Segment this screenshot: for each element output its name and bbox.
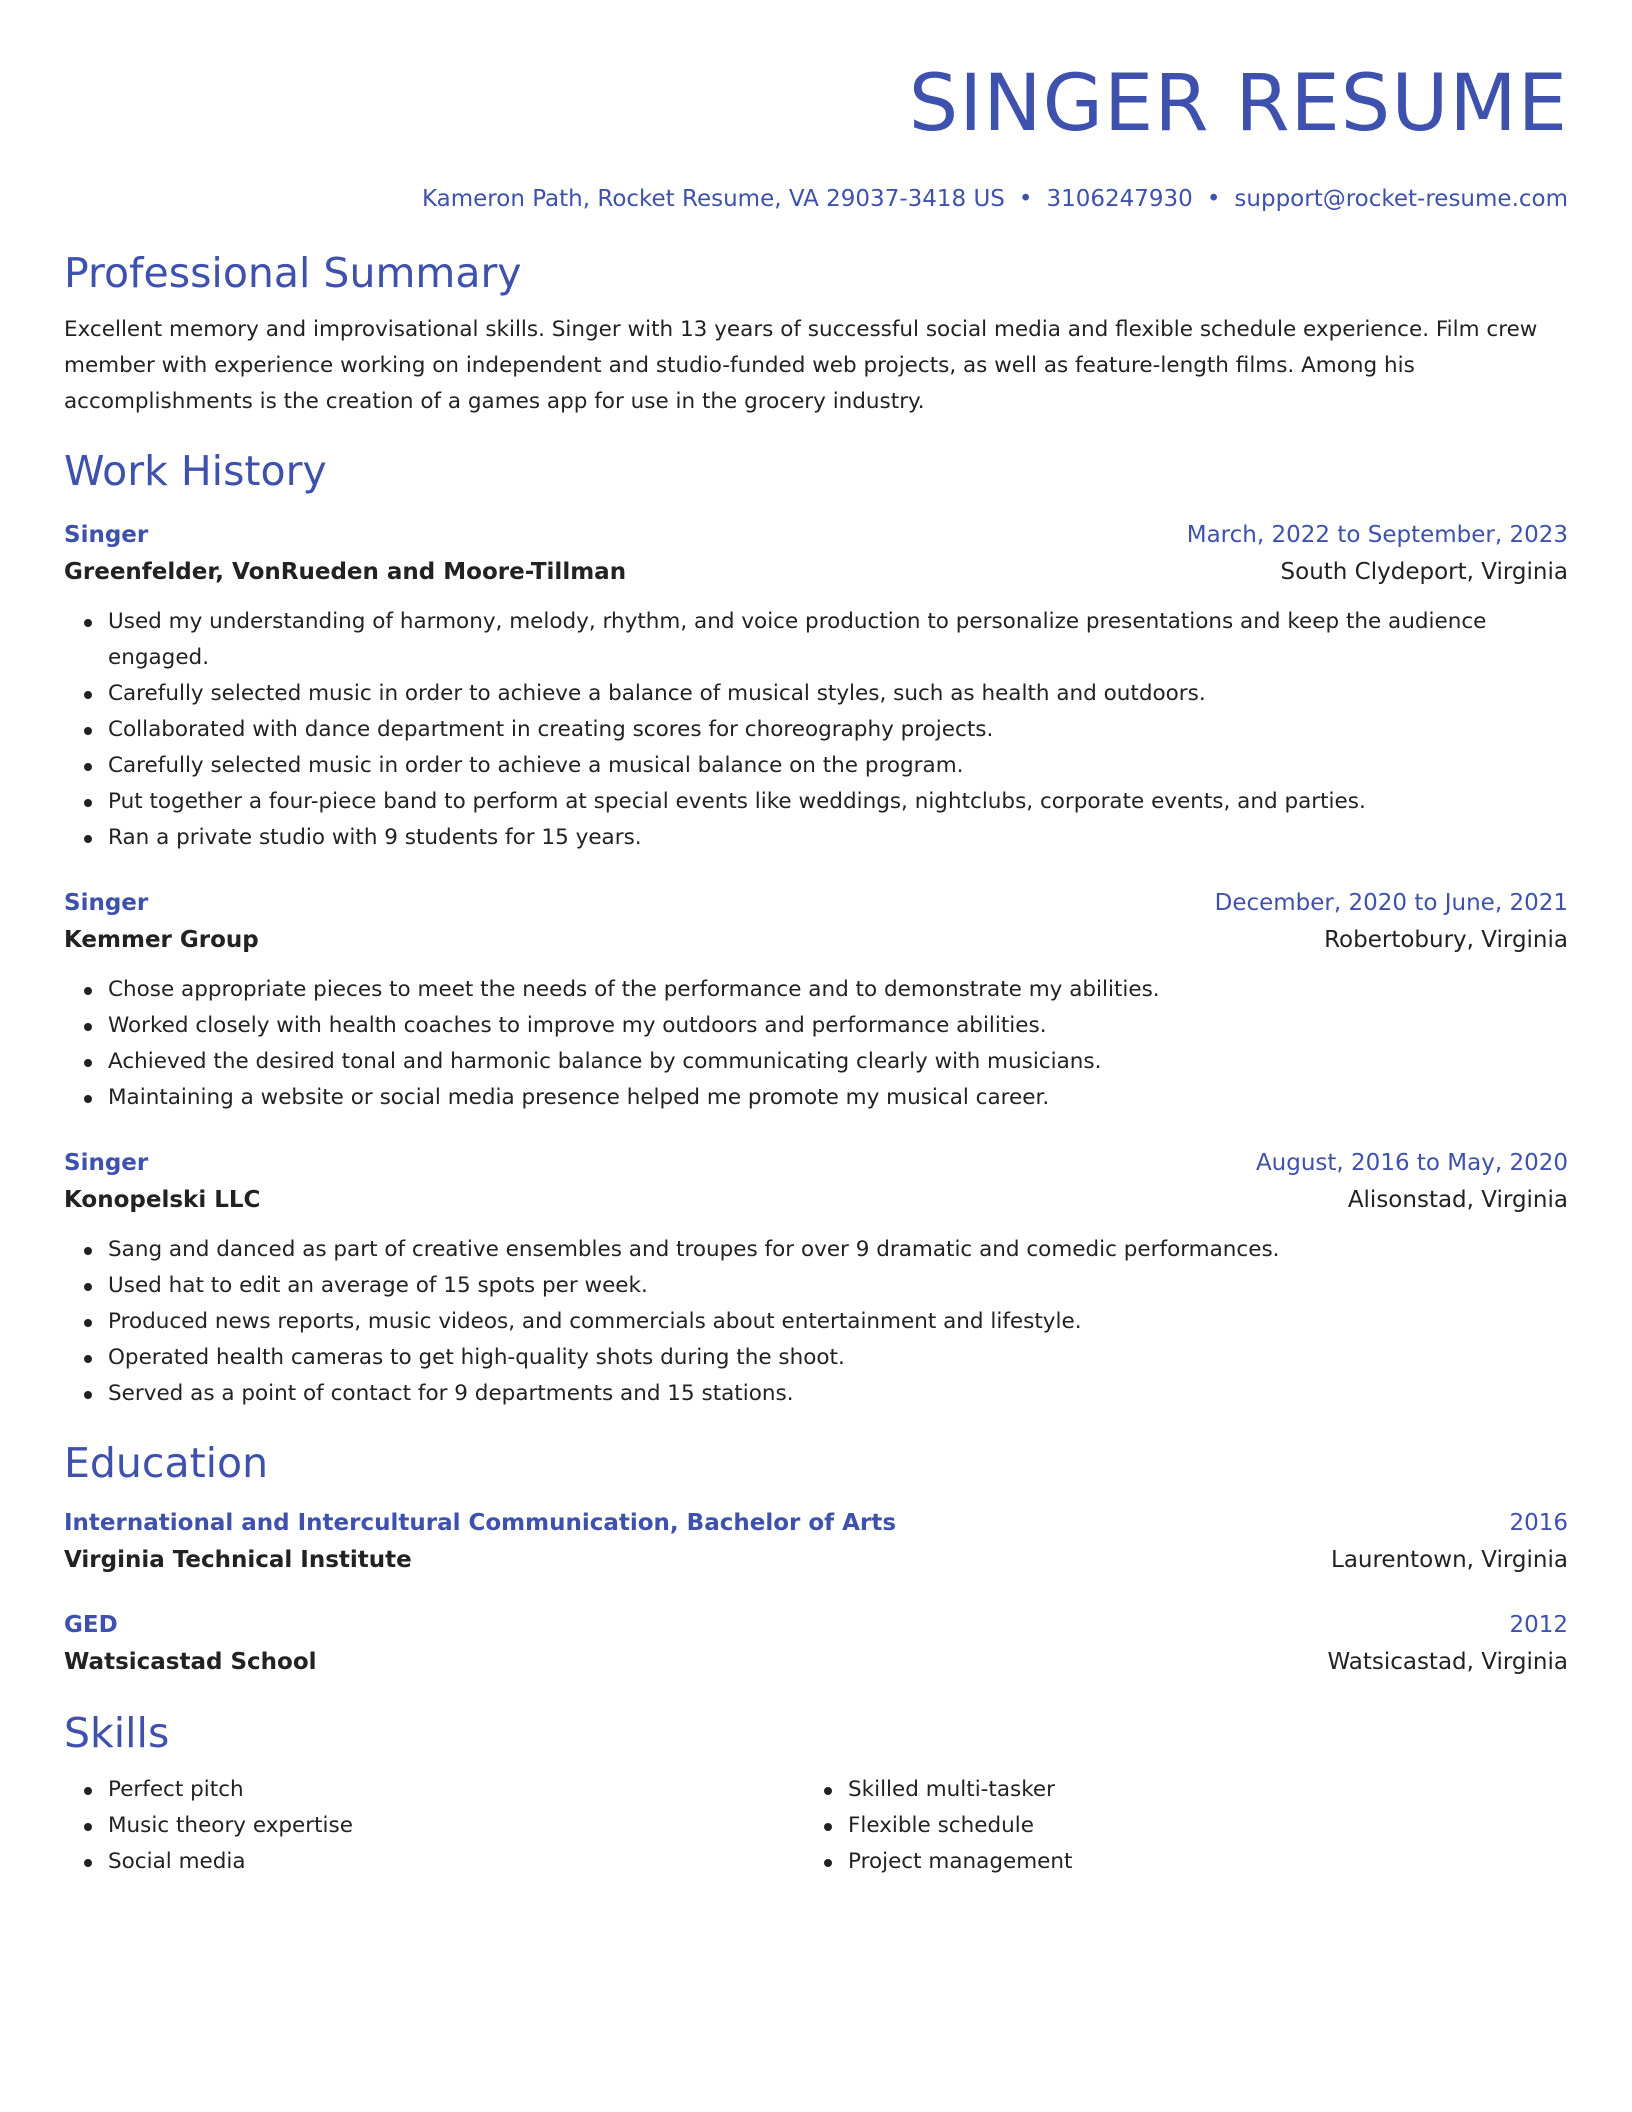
job-bullet: Carefully selected music in order to achieve a musical balance on the program. (108, 748, 1568, 784)
skill-item: Skilled multi-tasker (848, 1772, 1544, 1808)
job-bullets (64, 604, 1568, 856)
skills-column-left (64, 1772, 804, 1880)
education-degree: International and Intercultural Communication, Bachelor of Arts (64, 1510, 897, 1536)
job-bullet: Maintaining a website or social media presence helped me promote my musical career. (108, 1080, 1568, 1116)
resume-name: SINGER RESUME (908, 59, 1568, 149)
job-bullet: Carefully selected music in order to achieve a balance of musical styles, such as health and outdoors. (108, 676, 1568, 712)
job-bullet: Collaborated with dance department in creating scores for choreography projects. (108, 712, 1568, 748)
skills-list (804, 1772, 1544, 1880)
education-entry (64, 1608, 1568, 1682)
education-school: Watsicastad School (64, 1649, 317, 1675)
job-title: Singer (64, 1150, 149, 1176)
job-bullets (64, 1232, 1568, 1412)
contact-line (64, 184, 1568, 214)
skills-list (64, 1772, 804, 1880)
section-title-education: Education (64, 1439, 269, 1487)
resume-header (64, 58, 1568, 214)
job-company: Kemmer Group (64, 927, 259, 953)
skill-item: Social media (108, 1844, 804, 1880)
job-bullet: Served as a point of contact for 9 departments and 15 stations. (108, 1376, 1568, 1412)
contact-address: Kameron Path, Rocket Resume, VA 29037-3418 US (421, 186, 1005, 212)
education-school: Virginia Technical Institute (64, 1547, 412, 1573)
job-title: Singer (64, 890, 149, 916)
job-company-row (64, 1180, 1568, 1220)
job-bullet: Sang and danced as part of creative ensembles and troupes for over 9 dramatic and comedic performances. (108, 1232, 1568, 1268)
job-entry (64, 886, 1568, 1116)
section-title-work-history: Work History (64, 447, 327, 495)
education-header-row (64, 1608, 1568, 1642)
job-location: South Clydeport, Virginia (1280, 559, 1568, 585)
job-bullet: Put together a four-piece band to perform at special events like weddings, nightclubs, corporate events, and parties. (108, 784, 1568, 820)
contact-email: support@rocket-resume.com (1234, 186, 1568, 212)
job-title: Singer (64, 522, 149, 548)
job-company-row (64, 920, 1568, 960)
job-bullet: Used hat to edit an average of 15 spots per week. (108, 1268, 1568, 1304)
job-header-row (64, 886, 1568, 920)
education-year: 2012 (1509, 1612, 1568, 1638)
section-title-summary: Professional Summary (64, 249, 522, 297)
job-dates: March, 2022 to September, 2023 (1186, 522, 1568, 548)
contact-phone: 3106247930 (1046, 186, 1193, 212)
job-header-row (64, 1146, 1568, 1180)
skills-column-right (804, 1772, 1544, 1880)
education-entry (64, 1506, 1568, 1580)
job-company: Greenfelder, VonRueden and Moore-Tillman (64, 559, 627, 585)
contact-separator: • (1206, 186, 1221, 212)
education-header-row (64, 1506, 1568, 1540)
job-location: Robertobury, Virginia (1324, 927, 1568, 953)
job-bullet: Produced news reports, music videos, and commercials about entertainment and lifestyle. (108, 1304, 1568, 1340)
education-location: Watsicastad, Virginia (1327, 1649, 1568, 1675)
job-bullet: Ran a private studio with 9 students for 15 years. (108, 820, 1568, 856)
education-year: 2016 (1509, 1510, 1568, 1536)
job-bullet: Operated health cameras to get high-quality shots during the shoot. (108, 1340, 1568, 1376)
skill-item: Project management (848, 1844, 1544, 1880)
job-bullet: Achieved the desired tonal and harmonic balance by communicating clearly with musicians. (108, 1044, 1568, 1080)
education-school-row (64, 1642, 1568, 1682)
job-dates: August, 2016 to May, 2020 (1255, 1150, 1568, 1176)
job-entry (64, 518, 1568, 856)
job-header-row (64, 518, 1568, 552)
job-bullet: Chose appropriate pieces to meet the needs of the performance and to demonstrate my abilities. (108, 972, 1568, 1008)
skill-item: Flexible schedule (848, 1808, 1544, 1844)
job-bullet: Used my understanding of harmony, melody, rhythm, and voice production to personalize presentations and keep the audience engaged. (108, 604, 1568, 676)
job-company: Konopelski LLC (64, 1187, 261, 1213)
job-company-row (64, 552, 1568, 592)
job-dates: December, 2020 to June, 2021 (1214, 890, 1568, 916)
job-bullet: Worked closely with health coaches to improve my outdoors and performance abilities. (108, 1008, 1568, 1044)
summary-text: Excellent memory and improvisational skills. Singer with 13 years of successful social media and flexible schedule experience. Film crew member with experience working on independent and studio-funded web projects, as well as feature-length films. Among his accomplishments is the creation of a games app for use in the grocery industry. (64, 317, 1538, 414)
education-school-row (64, 1540, 1568, 1580)
skill-item: Music theory expertise (108, 1808, 804, 1844)
section-title-skills: Skills (64, 1709, 170, 1757)
job-bullets (64, 972, 1568, 1116)
contact-separator: • (1018, 186, 1033, 212)
skills-grid (64, 1772, 1568, 1880)
job-location: Alisonstad, Virginia (1347, 1187, 1568, 1213)
education-degree: GED (64, 1612, 118, 1638)
job-entry (64, 1146, 1568, 1412)
education-location: Laurentown, Virginia (1331, 1547, 1568, 1573)
skill-item: Perfect pitch (108, 1772, 804, 1808)
